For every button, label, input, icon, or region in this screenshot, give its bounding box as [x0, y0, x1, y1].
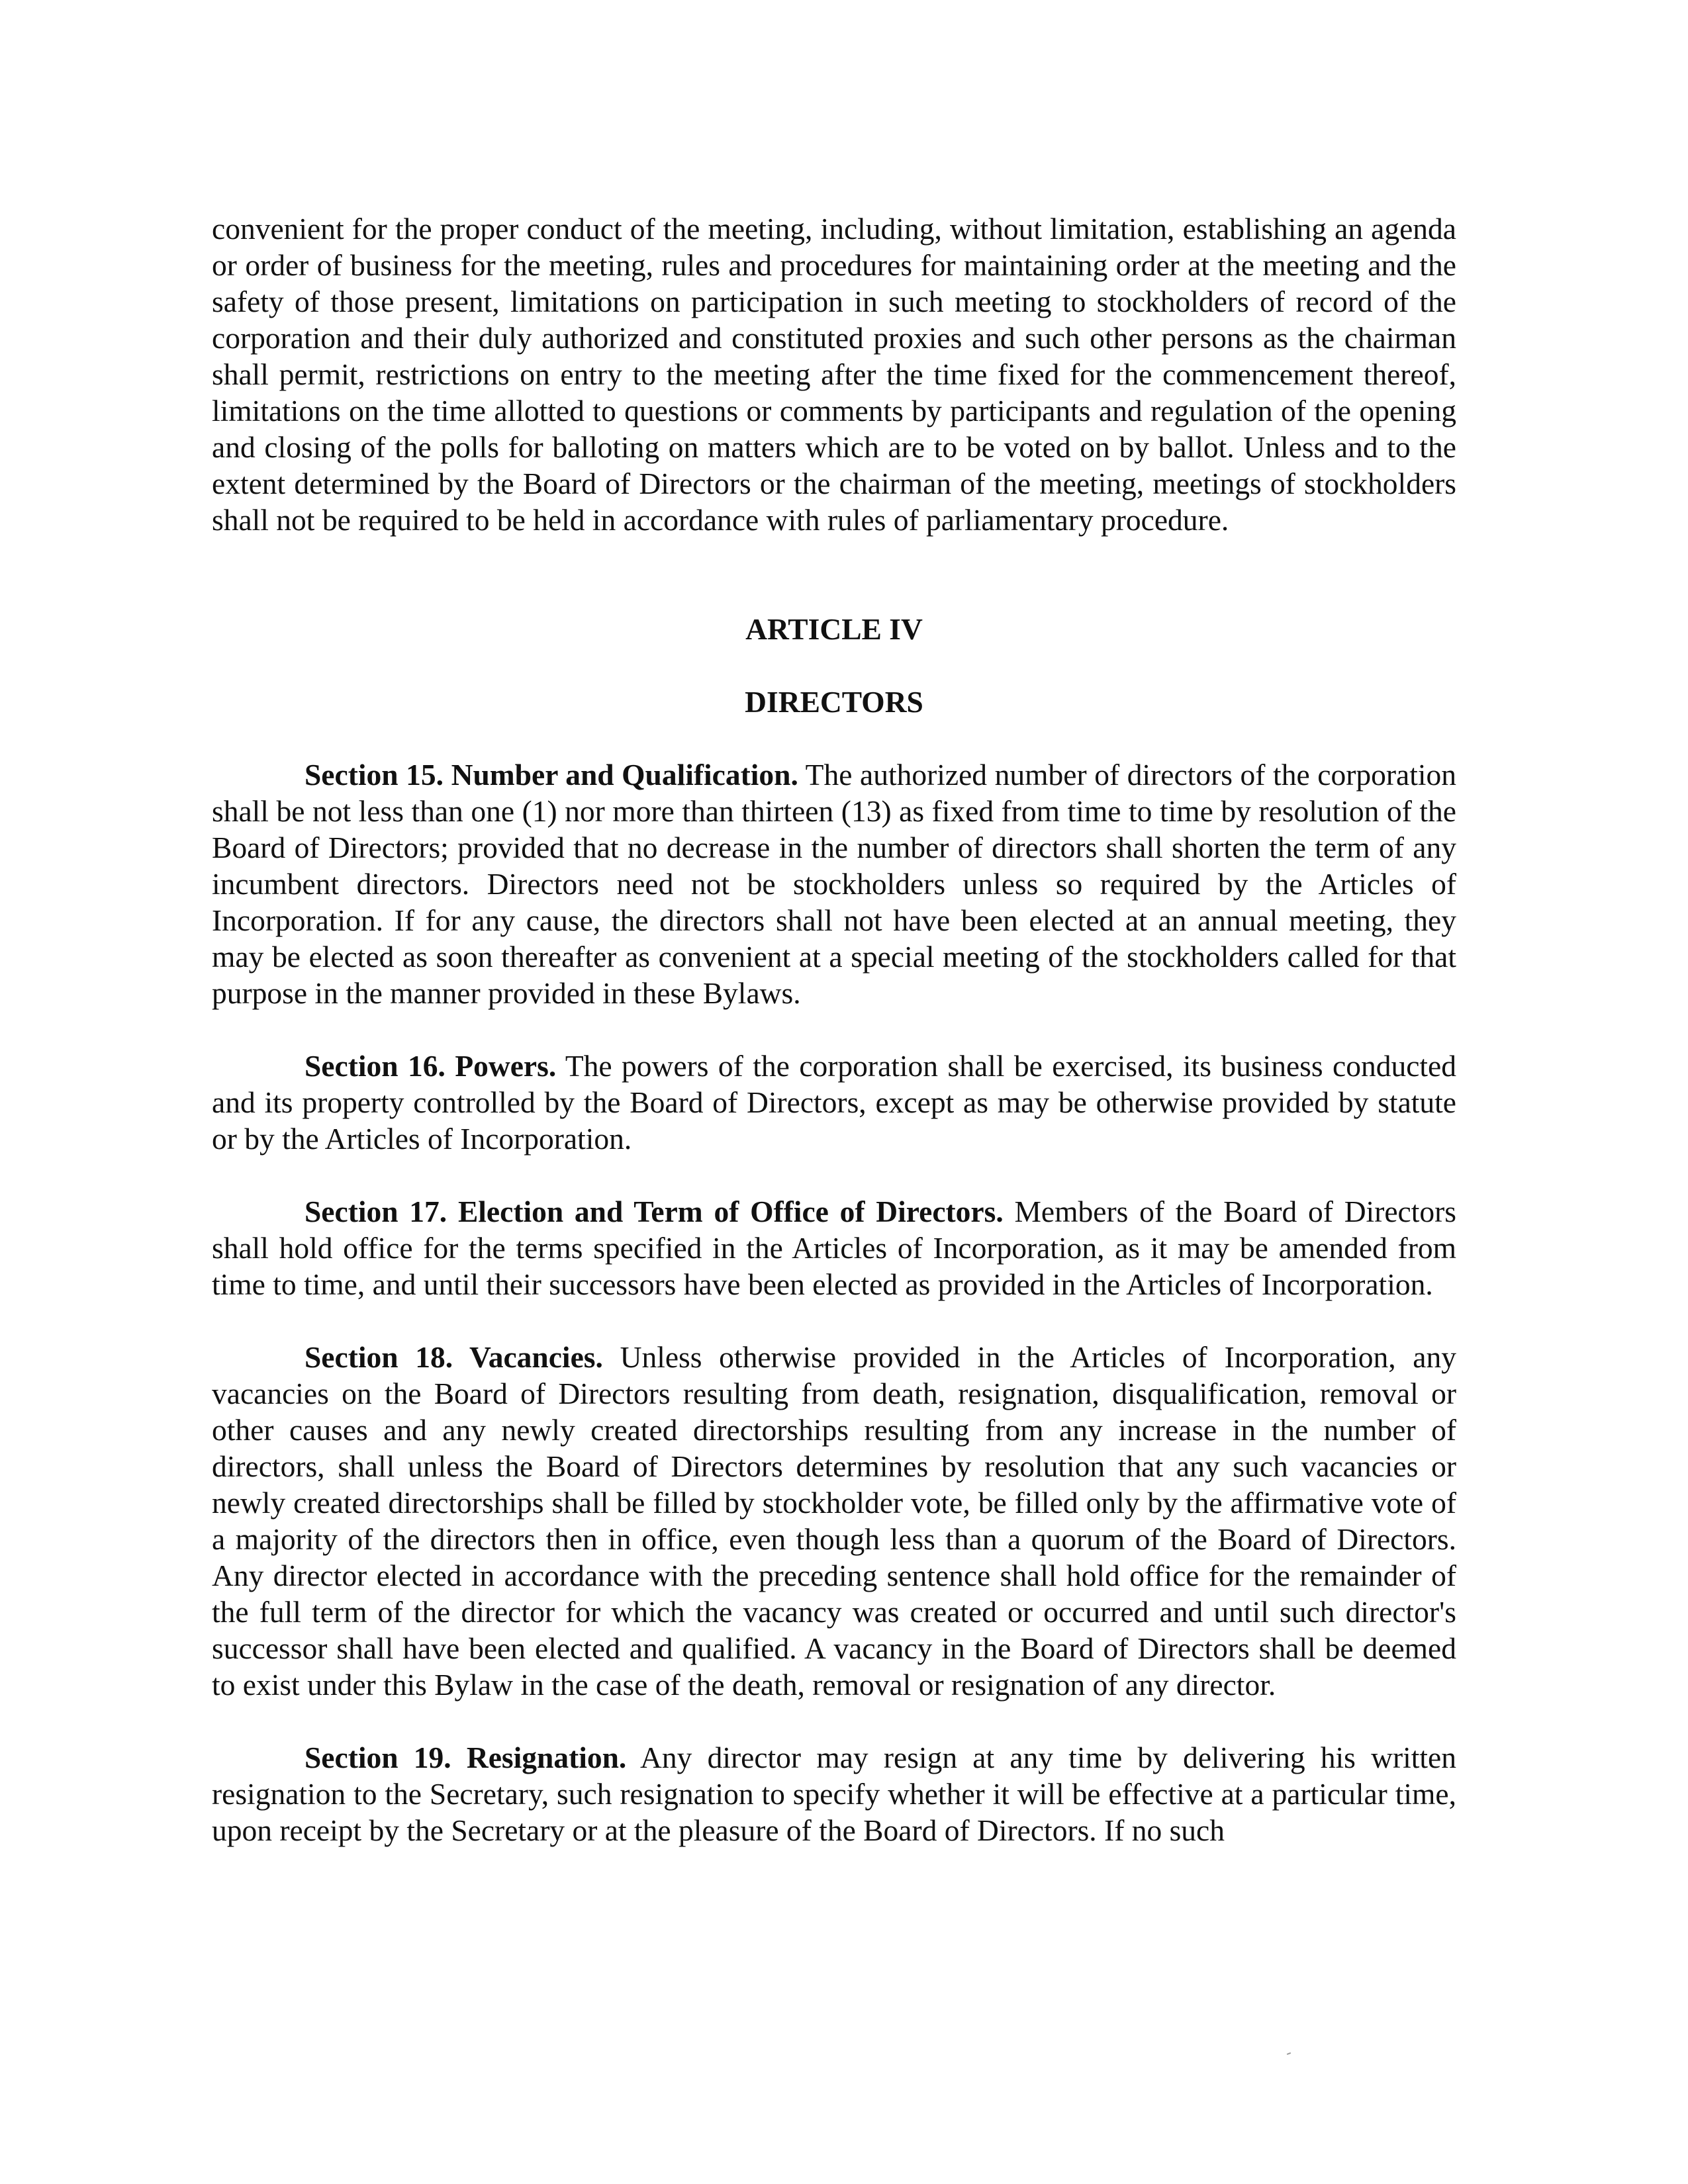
- article-number-heading: ARTICLE IV: [745, 612, 923, 646]
- section-15-heading: Section 15. Number and Qualification.: [305, 758, 798, 792]
- section-18-body: Unless otherwise provided in the Articles of Incorporation, any vacancies on the Board of Directors resulting from death, resignation, disqualification, removal or other causes and any newly created directorships resulting from any increase in the number of directors, shall unless the Board of Directors determines by resolution that any such vacancies or newly created directorships shall be filled by stockholder vote, be filled only by the affirmative vote of a majority of the directors then in office, even though less than a quorum of the Board of Directors. Any director elected in accordance with the preceding sentence shall hold office for the remainder of the full term of the director for which the vacancy was created or occurred and until such director's successor shall have been elected and qualified. A vacancy in the Board of Directors shall be deemed to exist under this Bylaw in the case of the death, removal or resignation of any director.: [212, 1340, 1456, 1702]
- section-17-body: Members of the Board of Directors shall hold office for the terms specified in the Articles of Incorporation, as it may be amended from time to time, and until their successors have been elected as provided in the Articles of Incorporation.: [212, 1195, 1456, 1301]
- document-page: [212, 210, 1456, 1848]
- article-title-heading: DIRECTORS: [745, 685, 923, 719]
- section-16-paragraph: [212, 1048, 1456, 1157]
- section-15-paragraph: [212, 756, 1456, 1011]
- section-18-paragraph: [212, 1339, 1456, 1703]
- section-18-heading: Section 18. Vacancies.: [305, 1340, 603, 1374]
- section-17-paragraph: [212, 1193, 1456, 1302]
- section-19-paragraph: [212, 1739, 1456, 1848]
- section-16-heading: Section 16. Powers.: [305, 1049, 557, 1083]
- intro-paragraph: convenient for the proper conduct of the meeting, including, without limitation, establishing an agenda or order of business for the meeting, rules and procedures for maintaining order at the meeting and the safety of those present, limitations on participation in such meeting to stockholders of record of the corporation and their duly authorized and constituted proxies and such other persons as the chairman shall permit, restrictions on entry to the meeting after the time fixed for the commencement thereof, limitations on the time allotted to questions or comments by participants and regulation of the opening and closing of the polls for balloting on matters which are to be voted on by ballot. Unless and to the extent determined by the Board of Directors or the chairman of the meeting, meetings of stockholders shall not be required to be held in accordance with rules of parliamentary procedure.: [212, 212, 1456, 537]
- section-17-heading: Section 17. Election and Term of Office of Directors.: [305, 1195, 1004, 1228]
- section-16-body: The powers of the corporation shall be exercised, its business conducted and its property controlled by the Board of Directors, except as may be otherwise provided by statute or by the Articles of Incorporation.: [212, 1049, 1456, 1156]
- section-15-body: The authorized number of directors of the corporation shall be not less than one (1) nor more than thirteen (13) as fixed from time to time by resolution of the Board of Directors; provided that no decrease in the number of directors shall shorten the term of any incumbent directors. Directors need not be stockholders unless so required by the Articles of Incorporation. If for any cause, the directors shall not have been elected at an annual meeting, they may be elected as soon thereafter as convenient at a special meeting of the stockholders called for that purpose in the manner provided in these Bylaws.: [212, 758, 1456, 1010]
- section-19-heading: Section 19. Resignation.: [305, 1741, 627, 1774]
- scan-speck: [1287, 2052, 1291, 2055]
- section-19-body: Any director may resign at any time by delivering his written resignation to the Secretary, such resignation to specify whether it will be effective at a particular time, upon receipt by the Secretary or at the pleasure of the Board of Directors. If no such: [212, 1741, 1456, 1847]
